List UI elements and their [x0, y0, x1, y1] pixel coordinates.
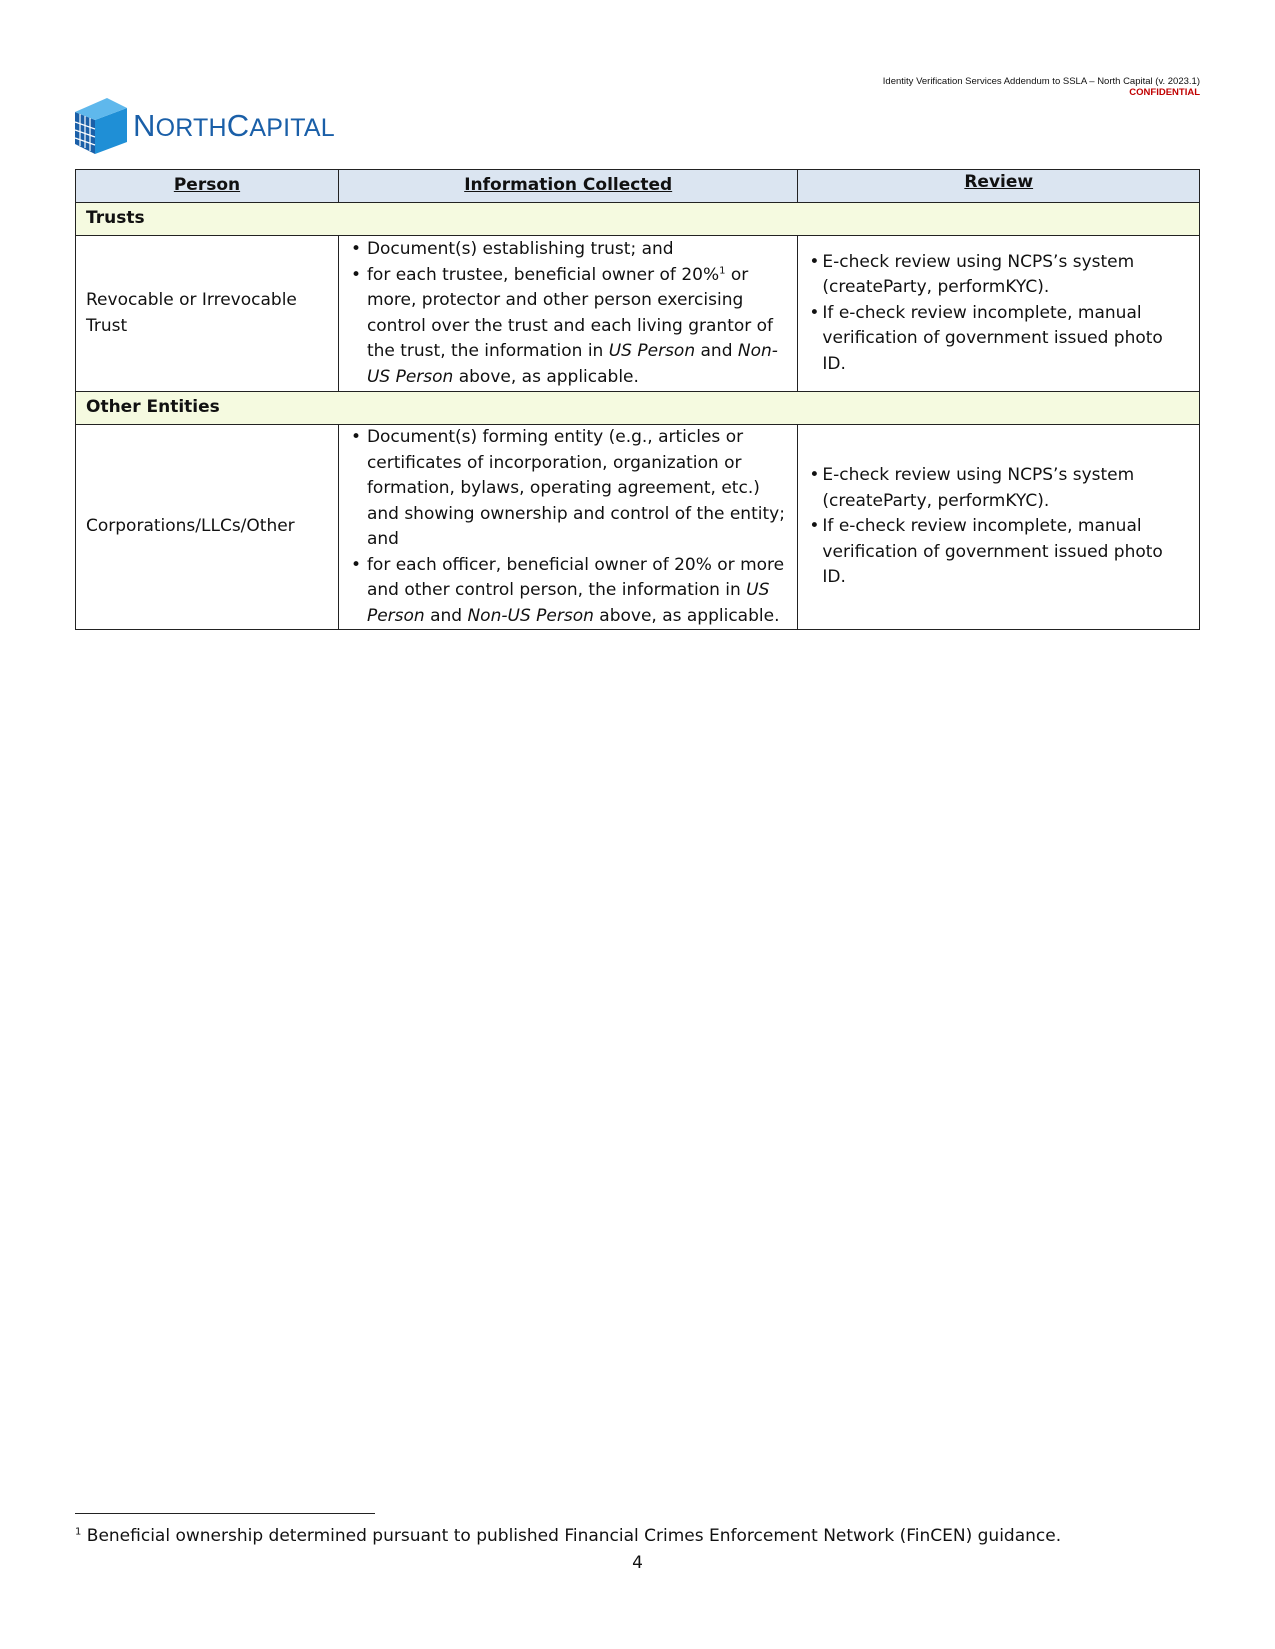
person-cell: Revocable or Irrevocable Trust: [76, 236, 339, 392]
list-item: • E-check review using NCPS’s system (createParty, performKYC).: [822, 463, 1189, 514]
logo-letters-orth: ORTH: [155, 114, 227, 142]
section-row-other-entities: [76, 392, 1200, 425]
verification-table: [75, 169, 1200, 630]
header-person: Person: [76, 170, 339, 203]
list-item: • Document(s) establishing trust; and: [367, 237, 787, 263]
north-capital-logo: [75, 98, 335, 154]
section-title: Other Entities: [76, 392, 1200, 425]
footnote: [75, 1526, 1061, 1546]
logo-letters-apital: APITAL: [249, 114, 335, 142]
section-title: Trusts: [76, 203, 1200, 236]
table-header-row: [76, 170, 1200, 203]
footnote-marker: 1: [75, 1526, 82, 1538]
list-item: • Document(s) forming entity (e.g., articles or certificates of incorporation, organization or formation, bylaws, operating agreement, etc.) and showing ownership and control of the entity; and: [367, 425, 787, 553]
table-row: [76, 425, 1200, 630]
page-number: 4: [632, 1553, 643, 1573]
list-item: • If e-check review incomplete, manual verification of government issued photo ID.: [822, 514, 1189, 591]
footnote-divider: [75, 1513, 375, 1514]
info-cell: [338, 236, 797, 392]
review-cell: [798, 236, 1200, 392]
document-header: [883, 76, 1200, 98]
info-cell: [338, 425, 797, 630]
logo-letter-n: N: [133, 108, 156, 143]
footnote-text: Beneficial ownership determined pursuant to published Financial Crimes Enforcement Network (FinCEN) guidance.: [81, 1526, 1062, 1546]
list-item: • for each trustee, beneficial owner of 20%$^1$ or more, protector and other person exercising control over the trust and each living grantor of the trust, the information in US Person and Non-US Person above, as applicable.: [367, 263, 787, 391]
document-title: Identity Verification Services Addendum to SSLA – North Capital (v. 2023.1): [882, 76, 1200, 87]
table-row: [76, 236, 1200, 392]
review-cell: [798, 425, 1200, 630]
confidential-label: CONFIDENTIAL: [1129, 87, 1200, 98]
logo-wordmark: [133, 108, 335, 144]
logo-letter-c: C: [226, 108, 250, 143]
list-item: • E-check review using NCPS’s system (createParty, performKYC).: [822, 250, 1189, 301]
footnote-ref: 1: [719, 264, 726, 276]
list-item: • for each officer, beneficial owner of 20% or more and other control person, the information in US Person and Non-US Person above, as applicable.: [367, 553, 787, 630]
person-cell: Corporations/LLCs/Other: [76, 425, 339, 630]
list-item: • If e-check review incomplete, manual verification of government issued photo ID.: [822, 301, 1189, 378]
building-icon: [75, 98, 127, 154]
section-row-trusts: [76, 203, 1200, 236]
header-information-collected: Information Collected: [338, 170, 797, 203]
header-review: Review: [798, 170, 1200, 203]
